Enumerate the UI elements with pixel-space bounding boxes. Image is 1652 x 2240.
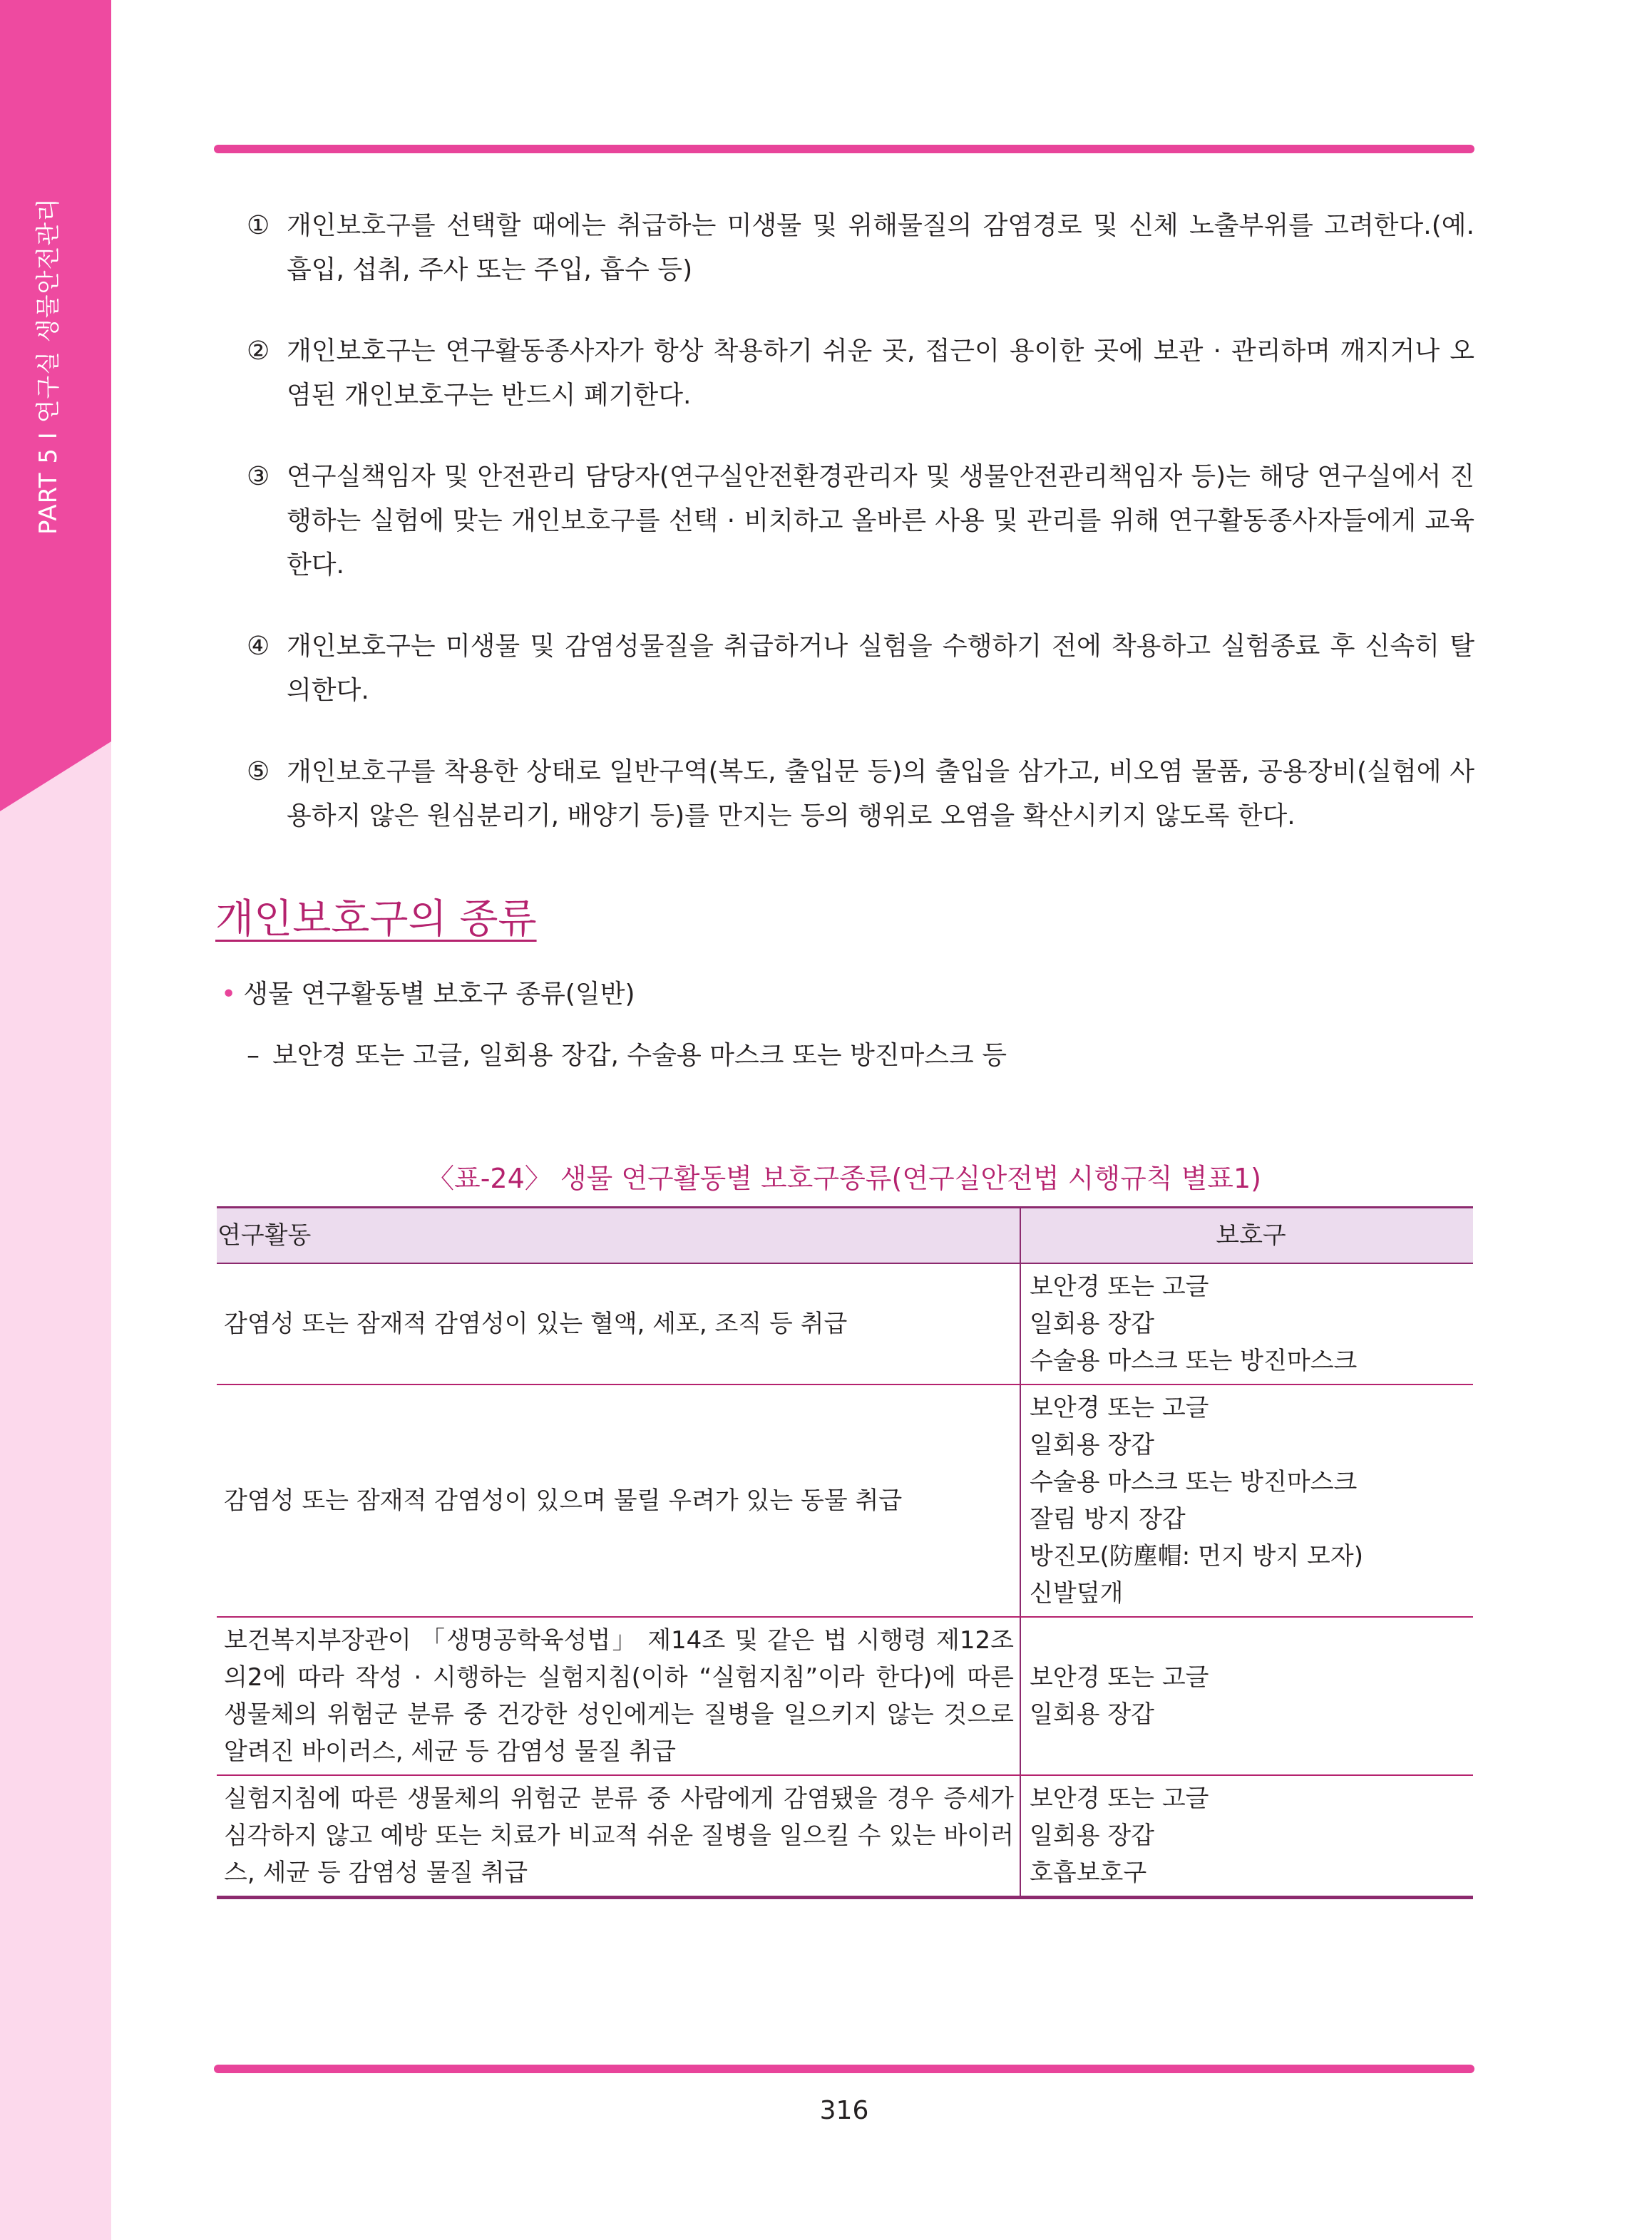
page-number: 316 xyxy=(819,2096,869,2125)
item-text: 연구실책임자 및 안전관리 담당자(연구실안전환경관리자 및 생물안전관리책임자 등)는 해당 연구실에서 진행하는 실험에 맞는 개인보호구를 선택 · 비치하고 올바른 사용 및 관리를 위해 연구활동종사자들에게 교육한다. xyxy=(287,462,1474,580)
bullet-mark: • xyxy=(221,980,237,1009)
gear-cell xyxy=(1020,1775,1473,1898)
gear-item: 보안경 또는 고글 xyxy=(1030,1663,1209,1692)
gear-item: 수술용 마스크 또는 방진마스크 xyxy=(1030,1468,1358,1496)
gear-item: 수술용 마스크 또는 방진마스크 xyxy=(1030,1347,1358,1375)
part-label: PART 5 I 연구실 생물안전관리 xyxy=(34,197,63,535)
gear-cell xyxy=(1020,1617,1473,1775)
table-header-row xyxy=(217,1208,1473,1264)
top-rule xyxy=(214,145,1474,153)
protective-gear-table xyxy=(217,1206,1473,1899)
header-gear: 보호구 xyxy=(1020,1208,1473,1264)
guideline-item xyxy=(242,455,1474,587)
gear-cell xyxy=(1020,1263,1473,1384)
table-row xyxy=(217,1263,1473,1384)
bullet-line xyxy=(221,974,635,1010)
item-number: ⑤ xyxy=(247,757,270,786)
item-number: ③ xyxy=(247,462,270,491)
table-row xyxy=(217,1384,1473,1617)
item-text: 개인보호구는 미생물 및 감염성물질을 취급하거나 실험을 수행하기 전에 착용하고 실험종료 후 신속히 탈의한다. xyxy=(287,632,1474,705)
activity-cell: 보건복지부장관이 「생명공학육성법」 제14조 및 같은 법 시행령 제12조의2에 따라 작성 · 시행하는 실험지침(이하 “실험지침”이라 한다)에 따른 생물체의 위험군 분류 중 건강한 성인에게는 질병을 일으키지 않는 것으로 알려진 바이러스, 세균 등 감염성 물질 취급 xyxy=(217,1617,1020,1775)
table-caption: 〈표-24〉 생물 연구활동별 보호구종류(연구실안전법 시행규칙 별표1) xyxy=(427,1163,1261,1194)
gear-item: 일회용 장갑 xyxy=(1030,1431,1155,1459)
bullet-text: 생물 연구활동별 보호구 종류(일반) xyxy=(243,980,635,1009)
table-row xyxy=(217,1775,1473,1898)
gear-item: 일회용 장갑 xyxy=(1030,1822,1155,1850)
gear-item: 보안경 또는 고글 xyxy=(1030,1784,1209,1813)
gear-item: 호흡보호구 xyxy=(1030,1859,1147,1887)
gear-item: 일회용 장갑 xyxy=(1030,1310,1155,1338)
activity-cell: 실험지침에 따른 생물체의 위험군 분류 중 사람에게 감염됐을 경우 증세가 심각하지 않고 예방 또는 치료가 비교적 쉬운 질병을 일으킬 수 있는 바이러스, 세균 등 감염성 물질 취급 xyxy=(217,1775,1020,1898)
guideline-item xyxy=(242,750,1474,838)
item-text: 개인보호구는 연구활동종사자가 항상 착용하기 쉬운 곳, 접근이 용이한 곳에 보관 · 관리하며 깨지거나 오염된 개인보호구는 반드시 폐기한다. xyxy=(287,336,1474,410)
gear-item: 방진모(防塵帽: 먼지 방지 모자) xyxy=(1030,1542,1364,1571)
item-number: ① xyxy=(247,211,270,240)
gear-item: 일회용 장갑 xyxy=(1030,1700,1155,1729)
gear-item: 잘림 방지 장갑 xyxy=(1030,1505,1186,1533)
guideline-item xyxy=(242,204,1474,292)
dash-line xyxy=(247,1035,1007,1072)
guideline-list xyxy=(242,204,1474,875)
gear-cell xyxy=(1020,1384,1473,1617)
item-text: 개인보호구를 착용한 상태로 일반구역(복도, 출입문 등)의 출입을 삼가고, 비오염 물품, 공용장비(실험에 사용하지 않은 원심분리기, 배양기 등)를 만지는 등의 행위로 오염을 확산시키지 않도록 한다. xyxy=(287,757,1474,831)
table-row xyxy=(217,1617,1473,1775)
activity-cell: 감염성 또는 잠재적 감염성이 있으며 물릴 우려가 있는 동물 취급 xyxy=(217,1384,1020,1617)
gear-item: 보안경 또는 고글 xyxy=(1030,1394,1209,1422)
item-number: ④ xyxy=(247,632,270,661)
item-text: 개인보호구를 선택할 때에는 취급하는 미생물 및 위해물질의 감염경로 및 신체 노출부위를 고려한다.(예. 흡입, 섭취, 주사 또는 주입, 흡수 등) xyxy=(287,211,1474,284)
section-title: 개인보호구의 종류 xyxy=(215,896,537,942)
dash-text: 보안경 또는 고글, 일회용 장갑, 수술용 마스크 또는 방진마스크 등 xyxy=(272,1041,1007,1070)
gear-item: 보안경 또는 고글 xyxy=(1030,1273,1209,1301)
dash-mark: – xyxy=(247,1041,260,1070)
guideline-item xyxy=(242,329,1474,418)
guideline-item xyxy=(242,625,1474,713)
header-activity: 연구활동 xyxy=(217,1208,1020,1264)
activity-cell: 감염성 또는 잠재적 감염성이 있는 혈액, 세포, 조직 등 취급 xyxy=(217,1263,1020,1384)
item-number: ② xyxy=(247,336,270,366)
bottom-rule xyxy=(214,2065,1474,2073)
gear-item: 신발덮개 xyxy=(1030,1579,1124,1608)
side-band xyxy=(0,0,111,2240)
